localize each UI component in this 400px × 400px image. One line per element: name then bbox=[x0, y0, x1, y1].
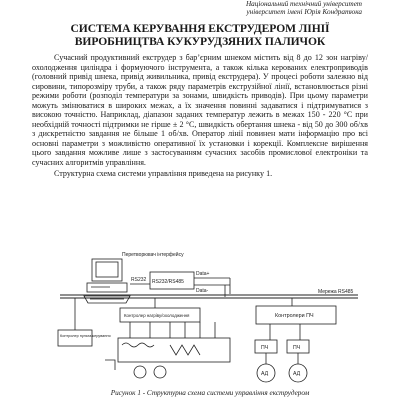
label-data-plus: Data+ bbox=[196, 271, 210, 277]
screw-icon bbox=[170, 345, 200, 355]
label-rs232: RS232 bbox=[131, 277, 147, 283]
fan-icon-2 bbox=[154, 366, 166, 378]
fan-icon-1 bbox=[134, 366, 146, 378]
pc-screen-icon bbox=[96, 262, 118, 277]
header-line-1: Національний технічний університет bbox=[245, 0, 362, 8]
label-control-panel: Контролер пульта керування bbox=[60, 334, 111, 338]
paragraph-1: Сучасний продуктивний екструдер з бар’єрним шнеком містить від 8 до 12 зон нагріву/охолодження циліндра і формуючого інструмента, а також кілька керованих електроприводів (головний привід шнека, привід живильника, привід екструдера). У процесі роботи залежно від сировини, типорозміру труби, а також ряду параметрів екструзійної лінії, встановлюється різні режими роботи (розподіл температури за зонами, швидкість приводів). При цьому параметри можуть змінюватися в широких межах, а їх значення повинні задаватися і підтримуватися з високою точністю. Наприклад, діапазон заданих температур лежить в межах 150 - 220 °С при необхідній точності підтримки не гірше ± 2 °С, швидкість обертання шнека - від 50 до 300 об/хв з дискретністю завдання не більше 1 об/хв. Оператор лінії повинен мати інформацію про всі основні параметри з можливістю оперативної їх установки і корекції. Комплексне вирішення цього завдання можливе лише з застосуванням сучасних засобів промислової електроніки та сучасних алгоритмів управління. bbox=[32, 53, 368, 168]
paragraph-2: Структурна схема системи управління приведена на рисунку 1. bbox=[54, 168, 273, 178]
label-data-minus: Data- bbox=[196, 288, 209, 294]
extruder-barrel bbox=[118, 338, 230, 362]
label-pch-controllers: Контролери ПЧ bbox=[275, 313, 314, 319]
title-line-2: ВИРОБНИЦТВА КУКУРУДЗЯНИХ ПАЛИЧОК bbox=[74, 35, 326, 48]
header-line-2: університет імені Юрія Кондратюка bbox=[246, 8, 362, 16]
keyboard-icon bbox=[84, 296, 130, 303]
label-pch-1: ПЧ bbox=[261, 345, 269, 351]
label-rs485-bus: Мережа RS485 bbox=[318, 289, 354, 295]
label-rs232-rs485: RS232/RS485 bbox=[152, 279, 184, 285]
label-motor-2: АД bbox=[293, 371, 301, 377]
pc-case-icon bbox=[87, 283, 127, 292]
label-heating-controller: Контролер нагріву/охолодження bbox=[124, 313, 190, 318]
label-motor-1: АД bbox=[261, 371, 269, 377]
heater-coil-icon bbox=[122, 343, 154, 347]
label-pch-2: ПЧ bbox=[293, 345, 301, 351]
figure-caption: Рисунок 1 - Структурна схема системи управління екструдером bbox=[110, 389, 310, 397]
title-line-1: СИСТЕМА КЕРУВАННЯ ЕКСТРУДЕРОМ ЛІНІЇ bbox=[70, 22, 330, 35]
control-panel-box bbox=[58, 330, 92, 346]
label-interface-converter: Перетворювач інтерфейсу bbox=[122, 252, 184, 258]
